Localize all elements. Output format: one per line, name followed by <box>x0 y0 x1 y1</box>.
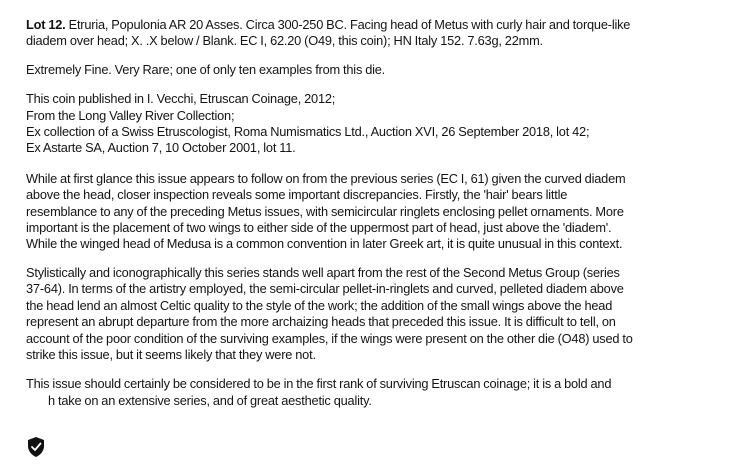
lot-header <box>26 17 742 50</box>
paragraph-line: While at first glance this issue appears to follow on from the previous series (EC I, 61) given the curved diadem <box>26 170 626 186</box>
paragraph-line: While the winged head of Medusa is a common convention in later Greek art, it is quite unusual in this context. <box>26 236 623 252</box>
paragraph-line: above the head, closer inspection reveals some important discrepancies. Firstly, the 'hair' bears little <box>26 187 568 203</box>
paragraph-line: account of the poor condition of the surviving examples, if the wings were present on the other die (O48) used to <box>26 330 633 346</box>
paragraph-line: h take on an extensive series, and of great aesthetic quality. <box>48 392 372 408</box>
paragraph-line: represent an abrupt departure from the more archaizing heads that preceded this issue. It is difficult to tell, on <box>26 314 616 330</box>
provenance-line: This coin published in I. Vecchi, Etruscan Coinage, 2012; <box>26 91 336 107</box>
provenance-line: Ex Astarte SA, Auction 7, 10 October 2001, lot 11. <box>26 140 296 156</box>
paragraph-line: the head lend an almost Celtic quality to the style of the work; the addition of the small wings above the head <box>26 297 613 313</box>
final-paragraph <box>26 376 742 409</box>
discrepancies-paragraph <box>26 171 742 253</box>
paragraph-line: This issue should certainly be considered to be in the first rank of surviving Etruscan coinage; it is a bold and <box>26 376 612 392</box>
lot-header-line-1 <box>26 17 742 33</box>
lot-label: Lot 12. <box>26 17 66 32</box>
grade-text: Extremely Fine. Very Rare; one of only ten examples from this die. <box>26 61 386 77</box>
shield-check-icon <box>26 436 46 458</box>
paragraph-line: important is the placement of two wings to either side of the uppermost part of head, just above the 'diadem'. <box>26 220 612 236</box>
paragraph-line: strike this issue, but it seems likely that they were not. <box>26 346 316 362</box>
style-paragraph <box>26 265 742 363</box>
paragraph-line: Stylistically and iconographically this series stands well apart from the rest of the Second Metus Group (series <box>26 264 620 280</box>
grade-line <box>26 62 742 78</box>
paragraph-line: resemblance to any of the preceding Metus issues, with semicircular ringlets enclosing pellet ornaments. More <box>26 203 624 219</box>
lot-description <box>26 17 742 422</box>
provenance-block <box>26 91 742 157</box>
lot-header-text-1: Etruria, Populonia AR 20 Asses. Circa 300-250 BC. Facing head of Metus with curly hair and torque-like <box>65 17 631 32</box>
provenance-line: Ex collection of a Swiss Etruscologist, Roma Numismatics Ltd., Auction XVI, 26 September 2018, lot 42; <box>26 124 590 140</box>
lot-header-line-2: diadem over head; X. .X below / Blank. EC I, 62.20 (O49, this coin); HN Italy 152. 7.63g, 22mm. <box>26 33 543 49</box>
paragraph-line: 37-64). In terms of the artistry employed, the semi-circular pellet-in-ringlets and curved, pelleted diadem above <box>26 281 624 297</box>
provenance-line: From the Long Valley River Collection; <box>26 107 235 123</box>
